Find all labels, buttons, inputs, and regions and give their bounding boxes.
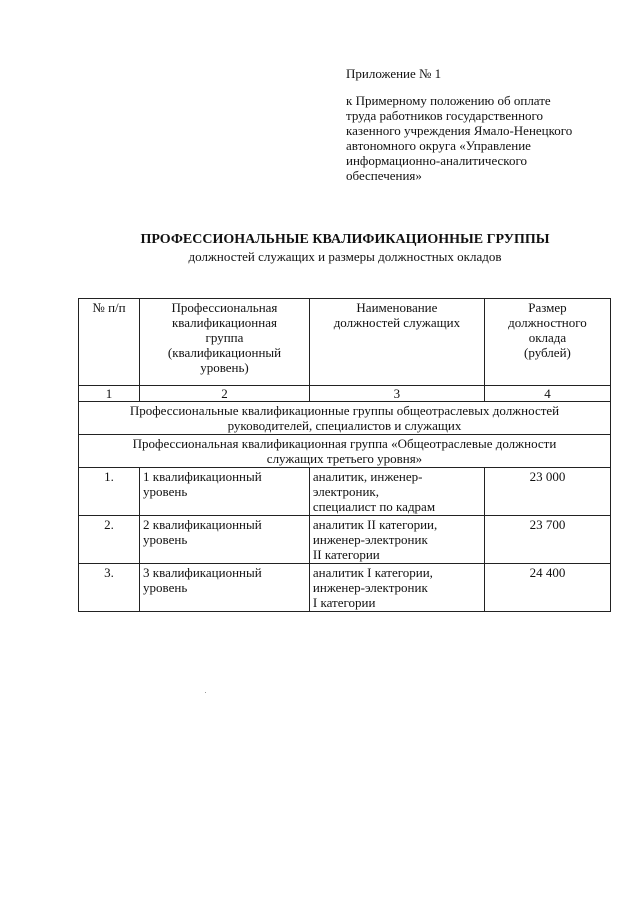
header-positions: Наименование должностей служащих — [309, 299, 484, 386]
scan-speck — [205, 692, 206, 693]
subgroup-heading: Профессиональная квалификационная группа «Общеотраслевые должности служащих третьего уровня» — [79, 435, 611, 468]
column-number-row — [79, 386, 611, 402]
row-positions: аналитик II категории, инженер-электроник II категории — [309, 516, 484, 564]
row-salary: 23 000 — [484, 468, 610, 516]
row-number: 2. — [79, 516, 140, 564]
row-level: 2 квалификационный уровень — [140, 516, 310, 564]
group-heading: Профессиональные квалификационные группы общеотраслевых должностей руководителей, специалистов и служащих — [79, 402, 611, 435]
appendix-number: Приложение № 1 — [346, 66, 442, 81]
document-title: ПРОФЕССИОНАЛЬНЫЕ КВАЛИФИКАЦИОННЫЕ ГРУППЫ — [140, 232, 550, 247]
column-number: 3 — [309, 386, 484, 402]
row-positions: аналитик I категории, инженер-электроник I категории — [309, 564, 484, 612]
row-number: 3. — [79, 564, 140, 612]
table-row — [79, 516, 611, 564]
column-number: 1 — [79, 386, 140, 402]
subgroup-row — [79, 435, 611, 468]
header-number: № п/п — [79, 299, 140, 386]
column-number: 4 — [484, 386, 610, 402]
row-salary: 23 700 — [484, 516, 610, 564]
document-subtitle: должностей служащих и размеры должностных окладов — [188, 249, 502, 264]
row-level: 3 квалификационный уровень — [140, 564, 310, 612]
header-salary: Размер должностного оклада (рублей) — [484, 299, 610, 386]
header-group: Профессиональная квалификационная группа (квалификационный уровень) — [140, 299, 310, 386]
table-header-row — [79, 299, 611, 386]
row-number: 1. — [79, 468, 140, 516]
group-row — [79, 402, 611, 435]
table-row — [79, 468, 611, 516]
appendix-description: к Примерному положению об оплате труда работников государственного казенного учреждения Ямало-Ненецкого автономного округа «Управление информационно-аналитического обеспечения» — [346, 93, 573, 183]
row-positions: аналитик, инженер- электроник, специалист по кадрам — [309, 468, 484, 516]
column-number: 2 — [140, 386, 310, 402]
row-level: 1 квалификационный уровень — [140, 468, 310, 516]
appendix-block — [346, 66, 616, 183]
row-salary: 24 400 — [484, 564, 610, 612]
table-row — [79, 564, 611, 612]
salary-table — [78, 298, 611, 612]
